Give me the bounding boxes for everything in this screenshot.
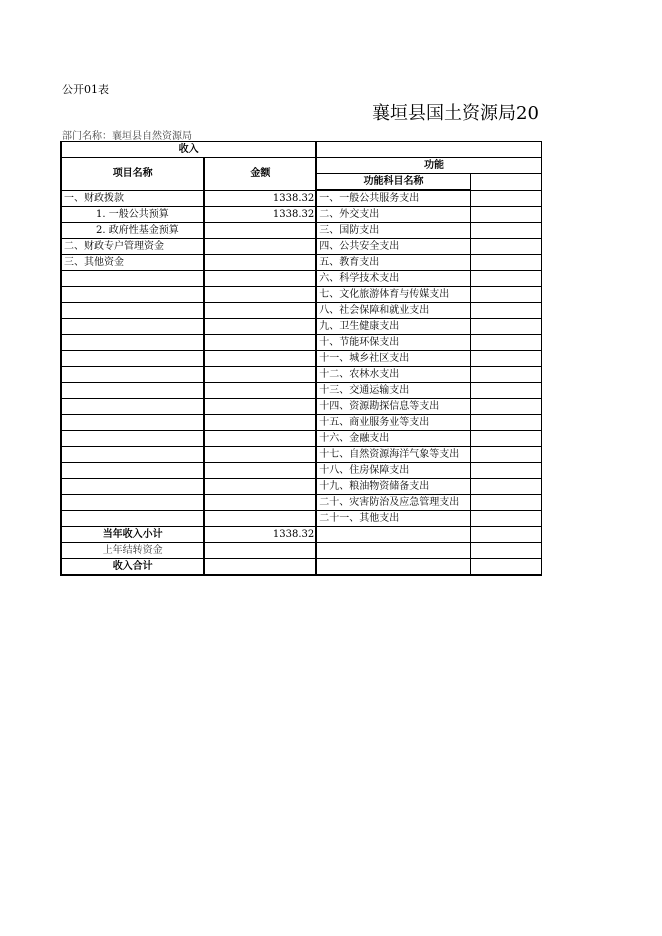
income-item-name: [61, 447, 204, 463]
income-item-amount: [204, 319, 316, 335]
expense-item-name: 十四、资源勘探信息等支出: [316, 399, 470, 415]
expense-item-name: 十、节能环保支出: [316, 335, 470, 351]
carryover-amount: [204, 543, 316, 559]
income-item-name: [61, 431, 204, 447]
table-row: [61, 367, 542, 383]
expense-item-amount: [470, 463, 541, 479]
expense-item-name: 十七、自然资源海洋气象等支出: [316, 447, 470, 463]
expense-item-amount: [470, 351, 541, 367]
table-row: [61, 399, 542, 415]
income-item-name: [61, 479, 204, 495]
income-item-amount: 1338.32: [204, 207, 316, 223]
income-item-name: [61, 287, 204, 303]
income-item-name: [61, 367, 204, 383]
expense-item-amount: [470, 255, 541, 271]
expense-empty-cell: [316, 559, 470, 576]
income-section-header: 收入: [61, 142, 316, 158]
form-code-label: 公开01表: [62, 83, 109, 96]
expense-item-amount: [470, 447, 541, 463]
expense-item-amount: [470, 415, 541, 431]
income-item-name: 三、其他资金: [61, 255, 204, 271]
expense-empty-cell: [316, 543, 470, 559]
expense-item-name: 十五、商业服务业等支出: [316, 415, 470, 431]
footer-row-total: [61, 559, 542, 576]
expense-item-name: 七、文化旅游体育与传媒支出: [316, 287, 470, 303]
table-row: [61, 207, 542, 223]
table-row: [61, 303, 542, 319]
income-item-amount: 1338.32: [204, 190, 316, 207]
expense-item-name: 十九、粮油物资储备支出: [316, 479, 470, 495]
table-row: [61, 431, 542, 447]
expense-item-name: 十二、农林水支出: [316, 367, 470, 383]
income-item-name: [61, 463, 204, 479]
income-item-amount: [204, 431, 316, 447]
expense-empty-cell: [470, 543, 541, 559]
income-item-name: [61, 351, 204, 367]
expense-item-name: 四、公共安全支出: [316, 239, 470, 255]
table-row: [61, 271, 542, 287]
income-item-name: [61, 415, 204, 431]
income-item-name: 2. 政府性基金预算: [61, 223, 204, 239]
income-item-name: 二、财政专户管理资金: [61, 239, 204, 255]
income-item-amount: [204, 335, 316, 351]
expense-item-amount: [470, 287, 541, 303]
expense-empty-cell: [470, 559, 541, 576]
income-item-name: 1. 一般公共预算: [61, 207, 204, 223]
income-item-amount: [204, 271, 316, 287]
expense-item-amount: [470, 383, 541, 399]
footer-row-carryover: [61, 543, 542, 559]
expense-item-name: 二、外交支出: [316, 207, 470, 223]
income-item-amount: [204, 367, 316, 383]
expense-item-name: 五、教育支出: [316, 255, 470, 271]
income-item-amount: [204, 287, 316, 303]
expense-item-amount: [470, 303, 541, 319]
expense-item-name: 十六、金融支出: [316, 431, 470, 447]
carryover-label: 上年结转资金: [61, 543, 204, 559]
expense-item-name: 六、科学技术支出: [316, 271, 470, 287]
income-item-name: [61, 319, 204, 335]
table-row: [61, 463, 542, 479]
income-item-name: [61, 383, 204, 399]
income-item-column-header: 项目名称: [61, 158, 204, 191]
expense-name-column-header: 功能科目名称: [316, 174, 470, 191]
document-title: 襄垣县国土资源局20: [372, 103, 539, 124]
income-item-name: [61, 399, 204, 415]
table-row: [61, 383, 542, 399]
expense-item-name: 二十、灾害防治及应急管理支出: [316, 495, 470, 511]
expense-function-group-header: 功能: [316, 158, 541, 174]
expense-empty-cell: [470, 527, 541, 543]
expense-section-header: [316, 142, 541, 158]
budget-table: [60, 141, 542, 576]
expense-item-amount: [470, 367, 541, 383]
subtotal-label: 当年收入小计: [61, 527, 204, 543]
income-item-name: [61, 271, 204, 287]
income-item-amount: [204, 511, 316, 527]
expense-item-amount: [470, 319, 541, 335]
table-row: [61, 479, 542, 495]
expense-item-amount: [470, 207, 541, 223]
income-item-amount: [204, 415, 316, 431]
income-item-amount: [204, 495, 316, 511]
income-item-amount: [204, 399, 316, 415]
expense-item-name: 十八、住房保障支出: [316, 463, 470, 479]
expense-item-name: 九、卫生健康支出: [316, 319, 470, 335]
table-row: [61, 447, 542, 463]
table-row: [61, 190, 542, 207]
income-item-amount: [204, 255, 316, 271]
income-item-name: [61, 495, 204, 511]
expense-item-amount: [470, 511, 541, 527]
income-item-amount: [204, 383, 316, 399]
income-item-name: 一、财政拨款: [61, 190, 204, 207]
expense-item-amount: [470, 271, 541, 287]
expense-item-amount: [470, 399, 541, 415]
income-item-amount: [204, 239, 316, 255]
income-item-amount: [204, 303, 316, 319]
income-item-amount: [204, 447, 316, 463]
table-row: [61, 239, 542, 255]
expense-item-amount: [470, 431, 541, 447]
expense-item-amount: [470, 479, 541, 495]
expense-item-name: 十三、交通运输支出: [316, 383, 470, 399]
expense-item-name: 二十一、其他支出: [316, 511, 470, 527]
income-item-name: [61, 511, 204, 527]
table-row: [61, 335, 542, 351]
table-row: [61, 495, 542, 511]
expense-item-amount: [470, 495, 541, 511]
department-name: 部门名称：襄垣县自然资源局: [62, 131, 192, 142]
table-row: [61, 223, 542, 239]
expense-empty-cell: [316, 527, 470, 543]
income-item-amount: [204, 223, 316, 239]
income-item-amount: [204, 351, 316, 367]
expense-amount-column-header: [470, 174, 541, 191]
table-row: [61, 351, 542, 367]
income-item-name: [61, 303, 204, 319]
table-row: [61, 511, 542, 527]
table-row: [61, 255, 542, 271]
income-item-amount: [204, 479, 316, 495]
income-item-name: [61, 335, 204, 351]
expense-item-name: 八、社会保障和就业支出: [316, 303, 470, 319]
expense-item-amount: [470, 190, 541, 207]
total-amount: [204, 559, 316, 576]
table-row: [61, 319, 542, 335]
subtotal-amount: 1338.32: [204, 527, 316, 543]
table-row: [61, 415, 542, 431]
income-amount-column-header: 金额: [204, 158, 316, 191]
expense-item-name: 三、国防支出: [316, 223, 470, 239]
footer-row-subtotal: [61, 527, 542, 543]
expense-item-amount: [470, 335, 541, 351]
budget-table-viewport: [60, 141, 542, 598]
expense-item-amount: [470, 223, 541, 239]
expense-item-name: 十一、城乡社区支出: [316, 351, 470, 367]
total-label: 收入合计: [61, 559, 204, 576]
table-row: [61, 287, 542, 303]
expense-item-amount: [470, 239, 541, 255]
income-item-amount: [204, 463, 316, 479]
expense-item-name: 一、一般公共服务支出: [316, 190, 470, 207]
